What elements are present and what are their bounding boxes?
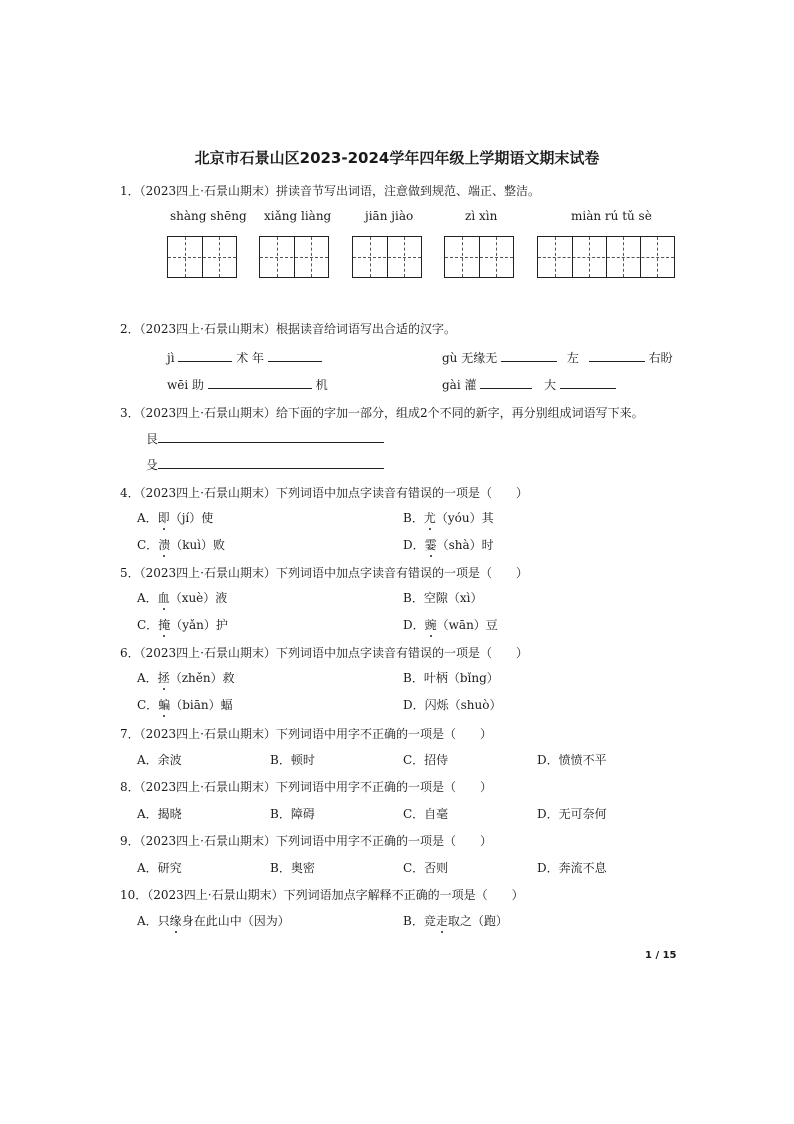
q5-option-c[interactable]: C．掩（yǎn）护 xyxy=(137,618,228,632)
question-7-stem: 7．（2023四上·石景山期末）下列词语中用字不正确的一项是（ ） xyxy=(120,727,492,741)
question-9-stem: 9．（2023四上·石景山期末）下列词语中用字不正确的一项是（ ） xyxy=(120,834,492,848)
page-title: 北京市石景山区2023-2024学年四年级上学期语文期末试卷 xyxy=(194,149,600,167)
q6-option-b[interactable]: B．叶柄（bǐng） xyxy=(403,671,499,685)
q2-blank[interactable] xyxy=(560,376,616,389)
question-1-stem: 1．（2023四上·石景山期末）拼读音节写出词语，注意做到规范、端正、整洁。 xyxy=(120,184,540,198)
q2-blank[interactable] xyxy=(501,349,557,362)
q2-blank[interactable] xyxy=(589,349,645,362)
q6-option-d[interactable]: D．闪烁（shuò） xyxy=(403,698,502,712)
q8-option-b[interactable]: B．障碍 xyxy=(270,807,315,821)
q2-row1-right: gù 无缘无 左 右盼 xyxy=(442,351,673,365)
q9-option-c[interactable]: C．否则 xyxy=(403,861,449,875)
q9-option-b[interactable]: B．奥密 xyxy=(270,861,315,875)
q5-option-b[interactable]: B．空隙（xì） xyxy=(403,591,483,605)
q7-option-d[interactable]: D．愤愤不平 xyxy=(537,753,607,767)
q4-option-b[interactable]: B．尤（yóu）其 xyxy=(403,511,494,525)
question-8-stem: 8．（2023四上·石景山期末）下列词语中用字不正确的一项是（ ） xyxy=(120,780,492,794)
q1-pinyin-3: jiān jiào xyxy=(365,209,414,223)
q9-option-a[interactable]: A．研究 xyxy=(137,861,182,875)
q1-writing-grid-2[interactable] xyxy=(259,236,329,278)
q9-option-d[interactable]: D．奔流不息 xyxy=(537,861,607,875)
q1-pinyin-5: miàn rú tǔ sè xyxy=(571,209,652,223)
q1-writing-grid-3[interactable] xyxy=(352,236,422,278)
question-4-stem: 4．（2023四上·石景山期末）下列词语中加点字读音有错误的一项是（ ） xyxy=(120,486,528,500)
q2-row1-left: jì 术 年 xyxy=(167,349,322,366)
q1-writing-grid-5[interactable] xyxy=(537,236,675,278)
q6-option-c[interactable]: C．蝙（biān）蝠 xyxy=(137,698,233,712)
q4-option-a[interactable]: A．即（jí）使 xyxy=(137,511,214,525)
q2-blank[interactable] xyxy=(208,376,312,389)
q7-option-a[interactable]: A．余波 xyxy=(137,753,182,767)
q6-option-a[interactable]: A．拯（zhěn）救 xyxy=(137,671,235,685)
q2-blank[interactable] xyxy=(268,349,322,362)
q2-row2-left: wēi 助 机 xyxy=(167,378,328,392)
q7-option-b[interactable]: B．顿时 xyxy=(270,753,315,767)
q1-pinyin-1: shàng shēng xyxy=(170,209,247,223)
question-5-stem: 5．（2023四上·石景山期末）下列词语中加点字读音有错误的一项是（ ） xyxy=(120,566,528,580)
page-number: 1 / 15 xyxy=(645,950,677,961)
q1-pinyin-4: zì xìn xyxy=(465,209,498,223)
q1-writing-grid-1[interactable] xyxy=(167,236,237,278)
q2-row2-right: gài 灌 大 xyxy=(442,376,616,393)
q5-option-d[interactable]: D．豌（wān）豆 xyxy=(403,618,498,632)
q2-blank[interactable] xyxy=(480,376,532,389)
q5-option-a[interactable]: A．血（xuè）液 xyxy=(137,591,228,605)
q8-option-d[interactable]: D．无可奈何 xyxy=(537,807,607,821)
q4-option-c[interactable]: C．溃（kuì）败 xyxy=(137,538,226,552)
q8-option-c[interactable]: C．自毫 xyxy=(403,807,449,821)
q3-answer-line[interactable] xyxy=(158,456,384,469)
q7-option-c[interactable]: C．招侍 xyxy=(403,753,449,767)
question-2-stem: 2．（2023四上·石景山期末）根据读音给词语写出合适的汉字。 xyxy=(120,322,456,336)
q4-option-d[interactable]: D．霎（shà）时 xyxy=(403,538,494,552)
question-3-stem: 3．（2023四上·石景山期末）给下面的字加一部分，组成2个不同的新字，再分别组成词语写下来。 xyxy=(120,406,644,420)
q1-writing-grid-4[interactable] xyxy=(444,236,514,278)
q3-line-2: 殳 xyxy=(146,456,384,473)
q1-pinyin-2: xiǎng liàng xyxy=(264,209,332,223)
q8-option-a[interactable]: A．揭晓 xyxy=(137,807,182,821)
question-10-stem: 10．（2023四上·石景山期末）下列词语加点字解释不正确的一项是（ ） xyxy=(120,888,524,902)
q10-option-a[interactable]: A．只缘身在此山中（因为） xyxy=(137,914,290,928)
q10-option-b[interactable]: B．竞走取之（跑） xyxy=(403,914,508,928)
q3-answer-line[interactable] xyxy=(158,430,384,443)
q2-blank[interactable] xyxy=(178,349,232,362)
q3-line-1: 艮 xyxy=(146,430,384,447)
question-6-stem: 6．（2023四上·石景山期末）下列词语中加点字读音有错误的一项是（ ） xyxy=(120,646,528,660)
